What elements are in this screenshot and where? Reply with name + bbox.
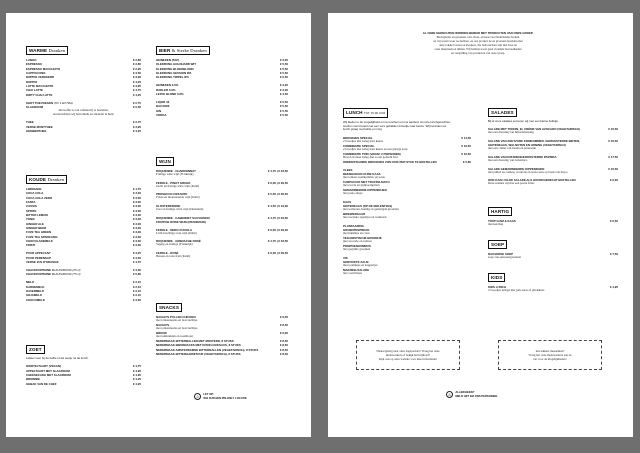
- menu-item-desc: met rucola en pijnboompitten: [343, 183, 380, 188]
- menu-item: APPELTAART MET SLAGROOM € 4,95: [26, 368, 141, 373]
- menu-item: PROSECCO FIZZANTE € 5,50 | € 26,50: [156, 192, 288, 197]
- menu-item: RADLER 0.0% € 3,20: [156, 87, 288, 92]
- menu-item: MAKREELSALADE: [343, 268, 370, 273]
- menu-item: SLAGROOM € 0,50: [26, 105, 141, 110]
- menu-item: SOJAMELK € 2,10: [26, 293, 141, 298]
- menu-item: KLEDRUNG SESSION IPA € 5,50: [156, 71, 288, 76]
- menu-item-desc: met pulled en cashew, croutons en zoete saus op basis van mayo: [488, 169, 568, 174]
- menu-item-desc: met een crème van bieten en peterselie: [488, 146, 536, 151]
- intro-line: Biologische en groenten, vers vlees, en kaas van Nederlandse bodem: [436, 35, 520, 39]
- menu-item: SALADE GEMARINEERDE KIPPENDIJEN € 16,50: [488, 166, 618, 171]
- menu-item: VERSE JUS D'ORANGE € 4,75: [26, 260, 141, 265]
- intro-line: onze lokale boeren en kwekers, die betrouwbaar zijn met boer en: [438, 43, 518, 47]
- takeaway-box: [498, 340, 602, 370]
- menu-item: DAGVERSE SOEP € 7,50: [488, 252, 618, 256]
- section-intro: Bij al onze salades serveren wij met een kleine bolletje.: [488, 119, 559, 123]
- section-warme: [26, 39, 141, 133]
- section-zoet: [26, 338, 141, 386]
- menu-item: NACHO'S € 8,50: [156, 323, 288, 328]
- menu-item: FRISTI € 3,30: [26, 243, 141, 248]
- intro-line: onze duurzaam en milieu. Wij hebben nooit geen vreemde hoeveelheden: [434, 47, 522, 51]
- menu-item-desc: Sappig en fruitige (Frankrijk): [156, 242, 193, 247]
- menu-item: GIN € 5,50: [156, 108, 288, 113]
- menu-item: ESPRESSO MACCHIATO € 2,95: [26, 66, 141, 71]
- menu-item: FEROLE - PINOT GRIGIO € 6,00 | € 29,50: [156, 180, 288, 185]
- badge-line: LET OP:: [203, 393, 214, 397]
- milk-note: tevens hebben wij havermelk en amandel in huis!: [52, 111, 115, 116]
- section-salades: [488, 101, 618, 186]
- menu-item: GEMBERTHEE € 4,25: [26, 129, 141, 134]
- menu-item-desc: Licht krachtige rode wijn (Italië): [156, 230, 197, 235]
- box-line: Vraag het onze medewerkers aan de: [528, 352, 572, 357]
- menu-item-desc: met hummus en cress: [343, 231, 370, 236]
- menu-item: PUUR PERENSAP € 3,50: [26, 255, 141, 260]
- menu-item-desc: Brood en meer beleg dan u ooit gedacht had: [343, 154, 398, 159]
- menu-item: THEE € 2,75: [26, 120, 141, 125]
- menu-item: SHOT TOEVOEGEN (OV 1 EXTRA) € 0,75: [26, 100, 141, 105]
- menu-item: CHOCOMELK € 3,30: [26, 297, 141, 302]
- menu-item: NACHO'S PULLED CHICKEN € 9,50: [156, 315, 288, 319]
- menu-item: BRIEWERGAAR: [343, 212, 366, 217]
- menu-item-desc: Fruitige witte wijn (Frankrijk): [156, 171, 194, 176]
- menu-item: VEGANISTISCHE BROODJE: [343, 236, 382, 241]
- menu-item-desc: Zoet en fruitige witte wijn (Duitsland): [156, 206, 204, 211]
- box-line: Nieuwsgierig naar onze dagspecials? Vraag het onze: [376, 348, 440, 353]
- section-snacks: [156, 296, 288, 357]
- badge-line: ALLERGIEËN?: [455, 391, 475, 395]
- menu-page-left: [6, 13, 311, 437]
- section-title: LUNCH TOT 15:00 UUR: [343, 108, 388, 118]
- menu-item: BEENHAM EN OUDE KAAS: [343, 172, 381, 177]
- menu-item-desc: met pesto-mayo: [343, 191, 363, 196]
- menu-item: KIDS LUNCH € 4,95: [488, 285, 618, 289]
- menu-item: KLEDRUNG BLOEDBLOND € 5,50: [156, 66, 288, 71]
- menu-item-desc: met tomaat, komkommer en pesto: [343, 175, 386, 180]
- menu-item: DIRTY CHAI LATTE € 4,25: [26, 92, 141, 97]
- menu-item-desc: Frisse en mousserende wijn (Italië): [156, 195, 200, 200]
- menu-item: GEBAK VAN DE CHEF € 4,95: [26, 381, 141, 386]
- menu-item: SALADE MET TONIJN, EI, CRÈME VAN AVOCADO (VEGETARISCH) € 16,50: [488, 127, 618, 132]
- menu-item: COCA COLA € 3,00: [26, 191, 141, 196]
- menu-item-desc: 2 broodjes met beleg naar keuze: [343, 138, 383, 143]
- menu-item: KARNEMELK € 2,10: [26, 284, 141, 289]
- box-line: Iets lekkers meenemen?: [535, 348, 565, 353]
- menu-item: HEINEKEN 0.0% € 3,20: [156, 83, 288, 88]
- milk-note: alle koffie is ook cafeïnevrij te bestellen,: [58, 107, 109, 112]
- section-intro: lunch graag met liefde en zorg: [343, 127, 382, 132]
- menu-item: KLOSTERKRONE € 4,50 | € 19,00: [156, 203, 288, 208]
- section-title: HARTIG: [488, 207, 512, 216]
- menu-item: LIMONADE € 1,70: [26, 187, 141, 191]
- menu-item-desc: met tomatensalsa en bosvruchtjes: [156, 317, 198, 322]
- menu-item: HEINEKEN (TAP) € 3,20: [156, 58, 288, 62]
- menu-item: ESPRESSO € 2,80: [26, 62, 141, 67]
- menu-item: BROOD € 6,00: [156, 331, 288, 336]
- menu-item-desc: met cornichons: [343, 271, 362, 276]
- menu-item-desc: Deze salades wij met een portie frites: [488, 181, 535, 186]
- section-intro: Wij bieden u de mogelijkheid om te lunchen uit ons aanbod. Al onze lunchgerechten: [343, 120, 451, 124]
- pin-only-badge: [194, 393, 247, 400]
- menu-item: GINGER ALE € 3,00: [26, 221, 141, 226]
- menu-item: CHAI LATTE € 4,75: [26, 88, 141, 93]
- menu-item: KLEDRUNG TRIPEL IPA € 6,50: [156, 75, 288, 80]
- menu-item: CHOCOLADEMELK € 3,30: [26, 239, 141, 244]
- menu-item: NEDERMAAK BITTERBALLEN MET MOSTERD, 8 STUKS € 8,50: [156, 339, 288, 344]
- section-intro: Lekker voor bij de koffie of als toetje na de lunch.: [26, 356, 89, 360]
- menu-item-desc: 2 broodjes met beleg naar keuze en een glaasje soep: [343, 146, 408, 151]
- menu-item: TOSTI HAM & KAAS € 6,50: [488, 219, 618, 223]
- menu-item: COCA COLA ZERO € 3,00: [26, 195, 141, 200]
- menu-item-desc: met roomkaas en kappertjes: [343, 263, 378, 268]
- menu-item-desc: met ketchup: [488, 221, 504, 226]
- menu-item-desc: Bessen en rode fruit (Italië): [156, 254, 191, 259]
- menu-item: MELK € 2,10: [26, 280, 141, 285]
- menu-item: OOK KAN U ELKE SALADE ALS HOOFDGERECHT BESTELLEN € 6,00: [488, 178, 618, 183]
- menu-item-desc: met gegrilde groenten: [343, 247, 371, 252]
- menu-item-desc: met tuinkruiden en roomboter: [156, 334, 194, 339]
- section-title: WARME Dranken: [26, 46, 68, 55]
- menu-item-desc: met een dressing van limoendressing: [488, 130, 534, 135]
- menu-item-desc: met tomatensalsa en bosvruchtjes: [156, 326, 198, 330]
- menu-item: LUNGO € 2,80: [26, 58, 141, 62]
- allergy-badge: [446, 391, 498, 398]
- menu-item: VERSE MUNTTHEE € 3,95: [26, 124, 141, 129]
- menu-item: CAPPUCCINO € 3,50: [26, 71, 141, 76]
- menu-item: KLEDRUNG GOLDHARD WIT € 5,50: [156, 62, 288, 67]
- badge-line: MELD HET BIJ ONS PERSONEEL: [455, 394, 498, 398]
- menu-item: CARPACCIO MET TRUFFELMAYO: [343, 180, 390, 185]
- box-line: medewerkers of bekijk het krijtbord!: [385, 352, 431, 357]
- menu-page-right: [328, 13, 633, 437]
- menu-item: CASSIS € 3,00: [26, 204, 141, 209]
- section-title: ZOET: [26, 345, 45, 354]
- menu-item: ROQUENDE - CHARDONNAY € 4,75 | € 23,50: [156, 169, 288, 173]
- menu-item: ROQUENDE - GRENACHE ROSÉ € 4,75 | € 23,50: [156, 239, 288, 244]
- section-title: KOUDE Dranken: [26, 175, 67, 184]
- menu-item: LEFFE BLOND 0.0% € 4,50: [156, 92, 288, 96]
- menu-item: FUZE TEA SPARKLING € 3,30: [26, 234, 141, 239]
- menu-item: GINGER BEER € 3,30: [26, 226, 141, 231]
- menu-item: SPRITE € 3,00: [26, 208, 141, 213]
- menu-item: NEDERMAAK BIENSNACKS MET KNOFLOOKSAUS, 8 STUKS € 8,50: [156, 343, 288, 348]
- box-line: Kijk ook op onze website voor meer informatie!: [379, 357, 437, 362]
- menu-item: BITTER LEMON € 3,00: [26, 213, 141, 218]
- section-title: WIJN: [156, 157, 174, 166]
- menu-item: NEDERMAAK AMSTERDAMSE BITTERBALLEN (VEGETARISCH), 8 STUKS € 8,50: [156, 347, 288, 352]
- info-icon: ☺: [195, 393, 200, 399]
- menu-item: HAVERMELK € 2,10: [26, 289, 141, 293]
- section-bier: [156, 39, 288, 117]
- menu-item: LIQOR 43 € 5,50: [156, 99, 288, 104]
- section-soep: [488, 233, 618, 260]
- menu-item: CHEESECAKE MET SLAGROOM € 4,95: [26, 372, 141, 377]
- menu-item: NEDERMAAK BITTERGARNITUUR (VEGETARISCH), 8 STUKS € 8,50: [156, 352, 288, 357]
- menu-item: BACARDI € 5,50: [156, 104, 288, 109]
- menu-item: CHAUDFONTAINE BLAUW/ROOD (75 cl) € 5,80: [26, 272, 141, 277]
- menu-item: DOPPIO VERKEERD € 3,90: [26, 75, 141, 80]
- section-hartig: [488, 200, 618, 227]
- menu-item: GROENTESPREAD: [343, 228, 370, 233]
- menu-item-desc: 2 broodjes belegd met jam, kaas of pindakaas: [488, 287, 545, 292]
- menu-item: GEROOKTE ZALM: [343, 260, 369, 265]
- menu-item: GEMARINEERDE KIPPENDIJEN: [343, 188, 387, 193]
- menu-item: BROODJES SPECIAL € 14,50: [343, 135, 471, 140]
- menu-item: COMBINATIE SPECIAL € 19,50: [343, 143, 471, 148]
- menu-item: TONIC € 3,00: [26, 217, 141, 222]
- warning-icon: ⚠: [447, 391, 452, 397]
- menu-item-desc: met een dressing van balsamico: [488, 157, 528, 162]
- menu-item: FRUITIGE RODE WIJN (FRANKRIJK): [156, 219, 207, 224]
- category-label: KAAS: [343, 199, 352, 204]
- badge-line: WIJ ZIJN EEN PIN-ONLY LOCATIE: [203, 396, 247, 400]
- daily-specials-box: [356, 340, 460, 370]
- section-title: SALADES: [488, 108, 517, 117]
- section-lunch: [343, 101, 471, 276]
- menu-item: ROQUENDE - CABERNET SAUVIGNON € 4,75 | € 23,50: [156, 215, 288, 220]
- menu-item: POMPOENHUMMUS: [343, 244, 371, 249]
- menu-item: VODKA € 5,50: [156, 112, 288, 117]
- category-label: VIS: [343, 255, 348, 260]
- intro-heading: AL ONZE GERECHTEN WORDEN BEREID MET PRODUCTEN VAN ONZE GROEP.: [422, 31, 534, 35]
- menu-item: CHAUDFONTAINE BLAUW/ROOD (25 cl) € 3,30: [26, 268, 141, 273]
- section-title: KIDS: [488, 273, 505, 282]
- menu-item: LATTE MACCHIATO € 3,95: [26, 84, 141, 89]
- section-title: SOEP: [488, 240, 507, 249]
- section-kids: [488, 266, 618, 293]
- section-intro: worden vers bereid met een vers gebakken broodje naar keuze. Wij bereiden uw: [343, 123, 447, 128]
- box-line: bar voor de mogelijkheden!: [533, 357, 567, 362]
- menu-item: BROWNIE € 4,25: [26, 377, 141, 382]
- menu-item: DOPPIO € 4,25: [26, 79, 141, 84]
- intro-line: en wij weten waar we hebben, en ons product de en groenten bereiden met: [433, 39, 523, 43]
- menu-item: FUZE TEA GREEN € 3,30: [26, 230, 141, 235]
- menu-item: FEROLE - ROSÉ € 6,00 | € 29,50: [156, 251, 288, 256]
- menu-item-desc: soep van seizoensgroenten: [488, 254, 521, 259]
- menu-item: FANTA € 3,00: [26, 200, 141, 205]
- menu-item: SALADE VAN ZOETZURE KOMKOMMER, GEROOSTERDE BIETEN, GEITENKAAS, WALNOTEN EN HONING (VEGETARISCH) € 16,50: [488, 138, 618, 148]
- category-label: PLANTAARDIG: [343, 223, 364, 228]
- menu-item: PUUR APPELSAP € 3,25: [26, 251, 141, 256]
- intro-line: en verspilling van producten van onze groep.: [450, 51, 506, 55]
- menu-item: WORTELTAART (VEGAN) € 4,75: [26, 364, 141, 369]
- section-wijn: [156, 150, 288, 259]
- menu-item: COMBINATIE TRIO (VANAF 2 PERSONEN) € 16,50: [343, 151, 471, 156]
- section-title: SNACKS: [156, 303, 182, 312]
- menu-item: GEITENKAAS (OP DE MOLENTJES): [343, 204, 393, 209]
- menu-item-desc: met avocado en tomaat: [343, 239, 372, 244]
- menu-item: SALADE VAN KRUIDENGEROOSTERDE PAPRIKA € 17,50: [488, 154, 618, 159]
- menu-item: ONDERSTAANDE BROODJES ZIJN OOK PER STUK TE BESTELLEN € 5,80: [343, 159, 471, 164]
- menu-item-desc: met walnoten, honing en gemengde groenten: [343, 207, 399, 212]
- menu-item-desc: met zoetzure appeltjes en walnoten: [343, 215, 387, 220]
- section-koude: [26, 168, 141, 302]
- category-label: VLEES: [343, 167, 353, 172]
- menu-item-desc: Zacht en fruitige witte wijn (Italië): [156, 183, 200, 188]
- intro-block: [373, 31, 583, 55]
- menu-item: FEROLE - NERO D'AVOLA € 6,00 | € 29,50: [156, 227, 288, 232]
- section-title: BIER & Sterke Dranken: [156, 46, 210, 55]
